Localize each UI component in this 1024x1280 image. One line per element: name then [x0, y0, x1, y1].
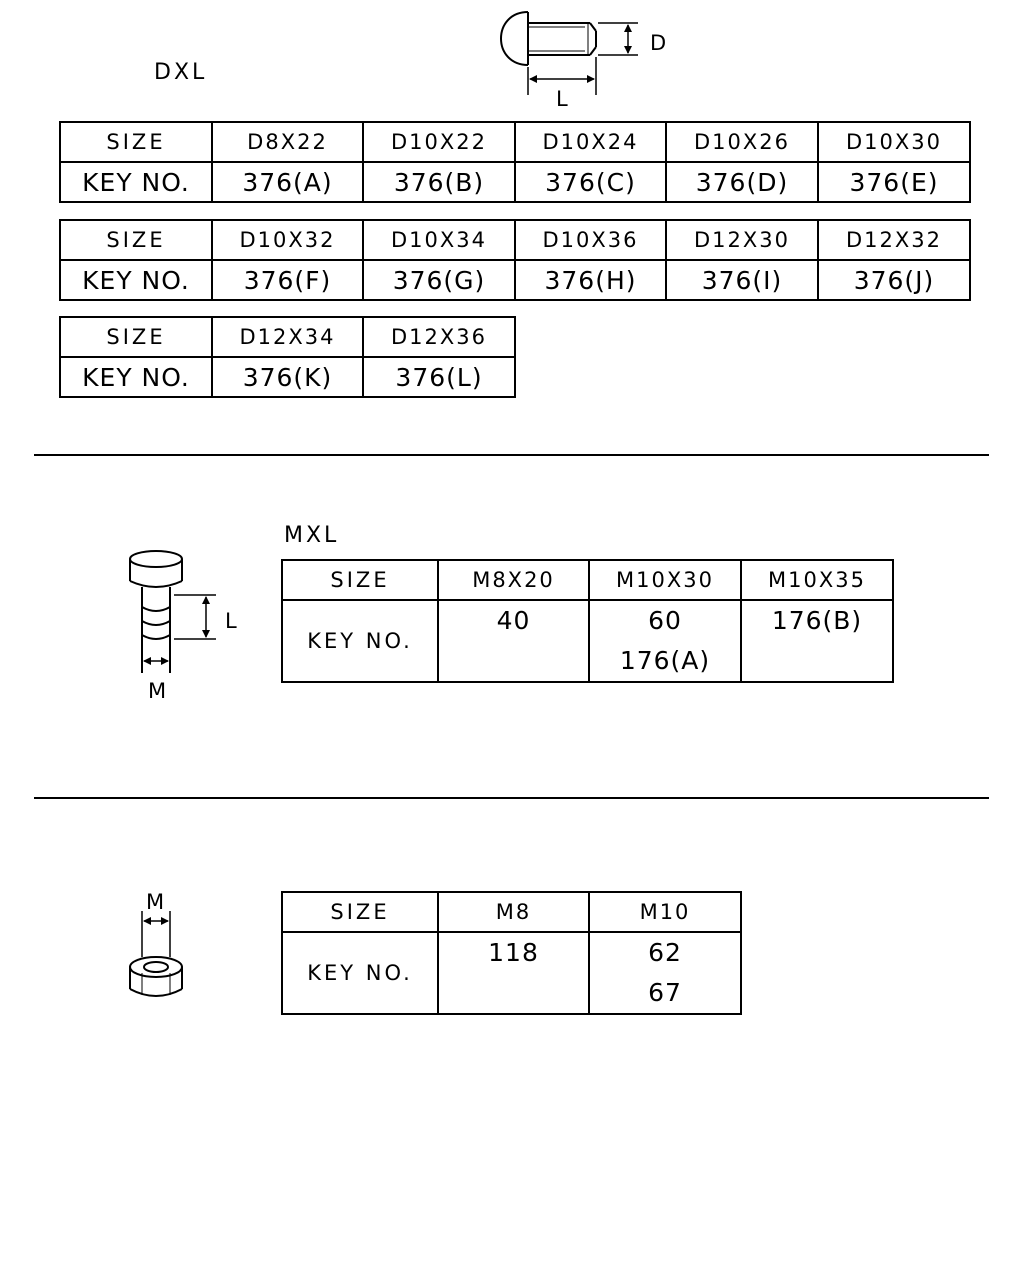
dxl-table-1 — [59, 121, 971, 203]
dim-l-label: L — [225, 609, 237, 633]
key-value: 40 — [496, 606, 531, 635]
key-cell: 376(E) — [818, 162, 970, 202]
mxl-table — [281, 559, 894, 683]
section-divider — [34, 797, 989, 799]
nut-drawing — [120, 885, 210, 1005]
size-cell: D10X30 — [818, 122, 970, 162]
size-header: SIZE — [60, 220, 212, 260]
key-cell: 376(G) — [363, 260, 515, 300]
size-cell: D8X22 — [212, 122, 363, 162]
key-cell: 376(L) — [363, 357, 515, 397]
key-value: 176(A) — [619, 646, 711, 675]
key-value: 176(B) — [771, 606, 863, 635]
size-cell: D10X26 — [666, 122, 818, 162]
size-cell: M8X20 — [438, 560, 589, 600]
key-no-header: KEY NO. — [60, 357, 212, 397]
key-cell: 376(H) — [515, 260, 666, 300]
key-cell: 376(D) — [666, 162, 818, 202]
dim-d-label: D — [650, 31, 667, 55]
size-header: SIZE — [60, 122, 212, 162]
nut-table — [281, 891, 742, 1015]
key-cell: 376(I) — [666, 260, 818, 300]
key-value: 67 — [648, 978, 682, 1007]
dim-m-label: M — [148, 679, 167, 703]
key-cell — [741, 600, 893, 682]
key-cell — [589, 932, 741, 1014]
key-cell: 376(C) — [515, 162, 666, 202]
key-cell: 376(B) — [363, 162, 515, 202]
pin-drawing — [490, 5, 690, 111]
size-cell: D10X24 — [515, 122, 666, 162]
bolt-drawing — [120, 545, 260, 705]
dxl-table-3 — [59, 316, 516, 398]
size-cell: D10X34 — [363, 220, 515, 260]
size-cell: D10X36 — [515, 220, 666, 260]
key-no-header: KEY NO. — [60, 162, 212, 202]
size-cell: M10X35 — [741, 560, 893, 600]
key-value: 62 — [648, 938, 682, 967]
mxl-label: MXL — [284, 523, 340, 548]
size-cell: D12X32 — [818, 220, 970, 260]
size-cell: M10X30 — [589, 560, 741, 600]
key-value: 118 — [488, 938, 539, 967]
dim-m-label: M — [146, 890, 165, 914]
key-cell: 376(K) — [212, 357, 363, 397]
key-no-header: KEY NO. — [282, 932, 438, 1014]
dim-l-label: L — [556, 87, 568, 111]
key-cell: 376(J) — [818, 260, 970, 300]
size-header: SIZE — [282, 892, 438, 932]
size-cell: D12X30 — [666, 220, 818, 260]
size-cell: M10 — [589, 892, 741, 932]
dxl-table-2 — [59, 219, 971, 301]
key-cell: 376(F) — [212, 260, 363, 300]
key-cell — [438, 932, 589, 1014]
size-cell: D12X34 — [212, 317, 363, 357]
size-cell: D12X36 — [363, 317, 515, 357]
section-divider — [34, 454, 989, 456]
key-no-header: KEY NO. — [282, 600, 438, 682]
size-cell: D10X22 — [363, 122, 515, 162]
key-value: 60 — [648, 606, 682, 635]
size-cell: M8 — [438, 892, 589, 932]
key-no-header: KEY NO. — [60, 260, 212, 300]
key-cell — [589, 600, 741, 682]
size-cell: D10X32 — [212, 220, 363, 260]
size-header: SIZE — [282, 560, 438, 600]
key-cell — [438, 600, 589, 682]
size-header: SIZE — [60, 317, 212, 357]
dxl-label: DXL — [154, 60, 208, 85]
key-cell: 376(A) — [212, 162, 363, 202]
